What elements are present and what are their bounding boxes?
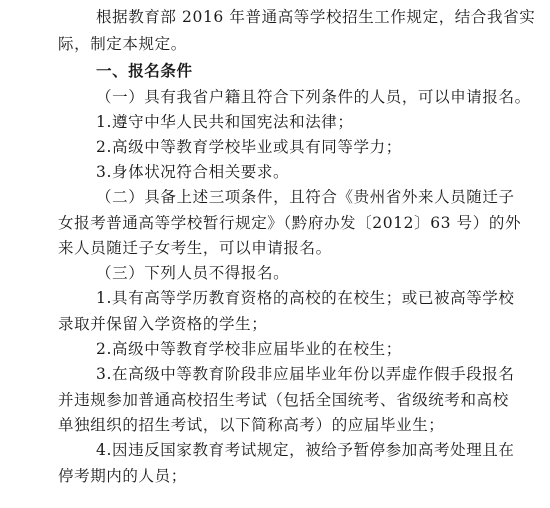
paragraph-intro-line-1: 根据教育部 2016 年普通高等学校招生工作规定，结合我省实: [96, 8, 536, 26]
condition-item-1: 1.遵守中华人民共和国宪法和法律；: [96, 113, 354, 131]
condition-item-3: 3.身体状况符合相关要求。: [96, 163, 290, 181]
exclusion-item-1-line-2: 录取并保留入学资格的学生；: [58, 315, 268, 333]
clause-two-line-1: （二）具备上述三项条件，且符合《贵州省外来人员随迁子: [96, 188, 515, 206]
exclusion-item-3-line-3: 单独组织的招生考试，以下简称高考）的应届毕业生；: [58, 416, 445, 434]
condition-item-2: 2.高级中等教育学校毕业或具有同等学力；: [96, 138, 402, 156]
clause-two-line-3: 来人员随迁子女考生，可以申请报名。: [58, 239, 332, 257]
exclusion-item-4-line-1: 4.因违反国家教育考试规定，被给予暂停参加高考处理且在: [96, 441, 515, 459]
exclusion-item-4-line-2: 停考期内的人员；: [58, 467, 187, 485]
exclusion-item-3-line-1: 3.在高级中等教育阶段非应届毕业年份以弄虚作假手段报名: [96, 365, 515, 383]
clause-one: （一）具有我省户籍且符合下列条件的人员，可以申请报名。: [96, 88, 531, 106]
clause-three: （三）下列人员不得报名。: [96, 264, 290, 282]
exclusion-item-3-line-2: 并违规参加普通高校招生考试（包括全国统考、省级统考和高校: [58, 391, 509, 409]
paragraph-intro-line-2: 际，制定本规定。: [58, 35, 187, 53]
exclusion-item-1-line-1: 1.具有高等学历教育资格的高校的在校生；或已被高等学校: [96, 289, 515, 307]
clause-two-line-2: 女报考普通高等学校暂行规定》（黔府办发〔2012〕63 号）的外: [58, 214, 522, 232]
exclusion-item-2: 2.高级中等教育学校非应届毕业的在校生；: [96, 340, 402, 358]
section-heading-registration-conditions: 一、报名条件: [96, 62, 193, 80]
